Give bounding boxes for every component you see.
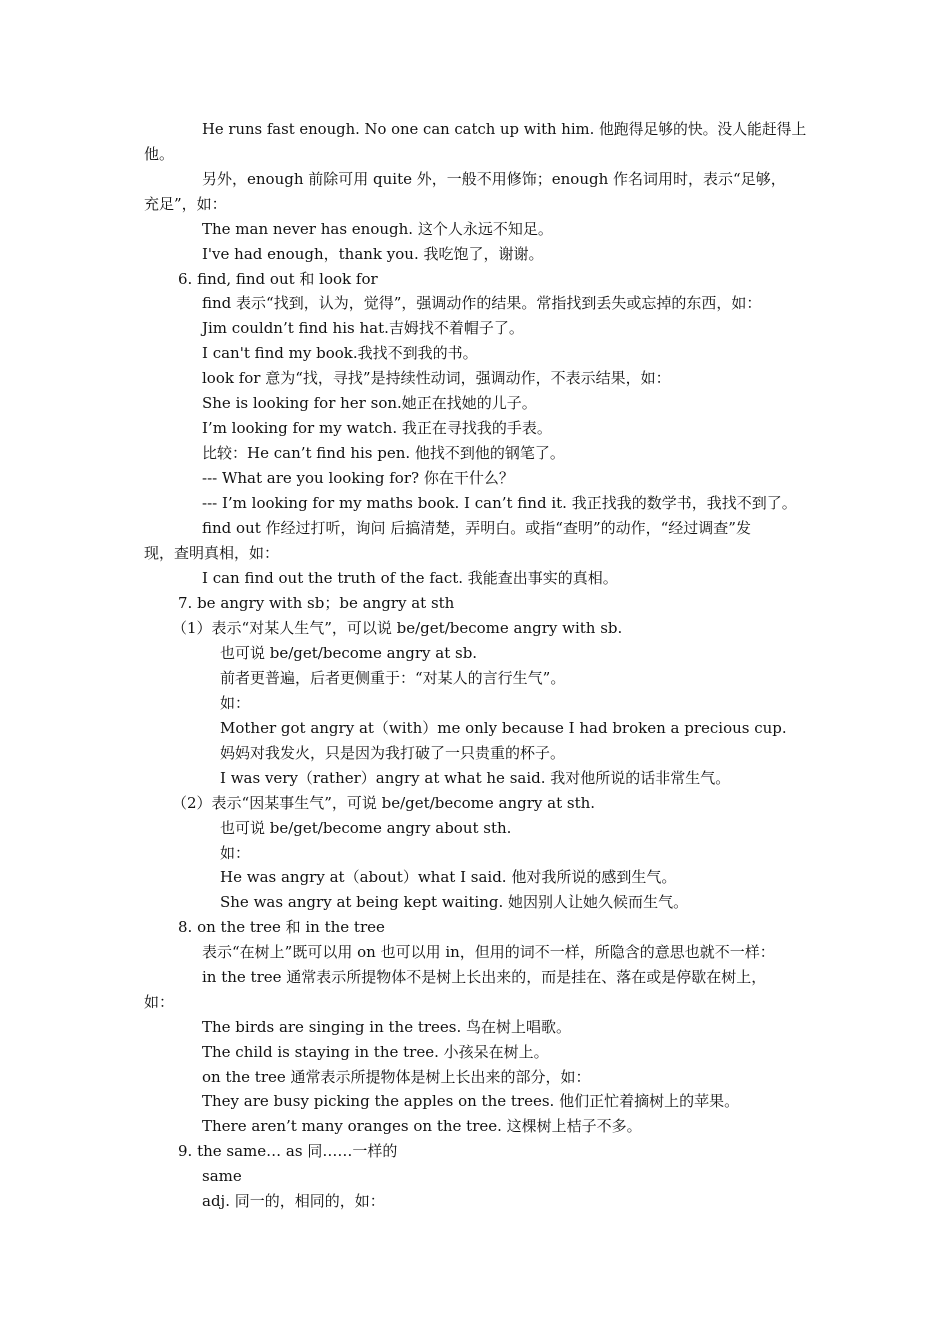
- text-line: The child is staying in the tree. 小孩呆在树上。: [202, 1043, 549, 1061]
- text-line: 9. the same… as 同……一样的: [178, 1142, 398, 1160]
- text-line: 如：: [220, 844, 251, 862]
- text-line: There aren’t many oranges on the tree. 这棵树上桔子不多。: [202, 1117, 642, 1135]
- text-line: Mother got angry at（with）me only because I had broken a precious cup.: [220, 719, 787, 737]
- text-line: 前者更普遍，后者更侧重于：“对某人的言行生气”。: [220, 669, 566, 687]
- text-line: I was very（rather）angry at what he said. 我对他所说的话非常生气。: [220, 769, 731, 787]
- text-line: adj. 同一的，相同的，如：: [202, 1192, 385, 1210]
- text-line: She is looking for her son.她正在找她的儿子。: [202, 394, 537, 412]
- text-line: She was angry at being kept waiting. 她因别人让她久候而生气。: [220, 893, 689, 911]
- text-line: find out 作经过打听，询问 后搞清楚，弄明白。或指“查明”的动作，“经过调查”发: [202, 519, 751, 537]
- text-line: 如：: [144, 993, 175, 1011]
- text-line: They are busy picking the apples on the trees. 他们正忙着摘树上的苹果。: [202, 1092, 740, 1110]
- text-line: The birds are singing in the trees. 鸟在树上唱歌。: [202, 1018, 572, 1036]
- text-line: 现，查明真相，如：: [144, 544, 280, 562]
- text-line: I can find out the truth of the fact. 我能查出事实的真相。: [202, 569, 618, 587]
- text-line: 他。: [144, 145, 175, 163]
- text-line: 妈妈对我发火，只是因为我打破了一只贵重的杯子。: [220, 744, 566, 762]
- text-line: 也可说 be/get/become angry about sth.: [220, 819, 512, 837]
- text-line: on the tree 通常表示所提物体是树上长出来的部分，如：: [202, 1068, 591, 1086]
- text-line: Jim couldn’t find his hat.吉姆找不着帽子了。: [202, 319, 524, 337]
- text-line: He was angry at（about）what I said. 他对我所说的感到生气。: [220, 868, 677, 886]
- text-line: 比较：He can’t find his pen. 他找不到他的钢笔了。: [202, 444, 565, 462]
- text-line: 另外，enough 前除可用 quite 外，一般不用修饰；enough 作名词用时，表示“足够，: [202, 170, 786, 188]
- text-line: 8. on the tree 和 in the tree: [178, 918, 385, 936]
- text-line: 也可说 be/get/become angry at sb.: [220, 644, 478, 662]
- text-line: I've had enough，thank you. 我吃饱了，谢谢。: [202, 245, 544, 263]
- text-line: 7. be angry with sb；be angry at sth: [178, 594, 455, 612]
- text-line: （2）表示“因某事生气”，可说 be/get/become angry at sth.: [172, 794, 596, 812]
- text-line: 6. find, find out 和 look for: [178, 270, 378, 288]
- text-line: 表示“在树上”既可以用 on 也可以用 in，但用的词不一样，所隐含的意思也就不一样：: [202, 943, 775, 961]
- text-line: same: [202, 1167, 242, 1185]
- text-line: --- What are you looking for? 你在干什么？: [202, 469, 514, 487]
- text-line: find 表示“找到，认为，觉得”，强调动作的结果。常指找到丢失或忘掉的东西，如：: [202, 294, 762, 312]
- text-line: （1）表示“对某人生气”，可以说 be/get/become angry with sb.: [172, 619, 623, 637]
- text-line: look for 意为“找，寻找”是持续性动词，强调动作，不表示结果，如：: [202, 369, 671, 387]
- text-line: The man never has enough. 这个人永远不知足。: [202, 220, 553, 238]
- text-line: in the tree 通常表示所提物体不是树上长出来的，而是挂在、落在或是停歇在树上，: [202, 968, 767, 986]
- text-line: --- I’m looking for my maths book. I can’t find it. 我正找我的数学书，我找不到了。: [202, 494, 797, 512]
- text-line: I can't find my book.我找不到我的书。: [202, 344, 478, 362]
- text-line: He runs fast enough. No one can catch up with him. 他跑得足够的快。没人能赶得上: [202, 120, 807, 138]
- text-line: I’m looking for my watch. 我正在寻找我的手表。: [202, 419, 552, 437]
- text-line: 充足”，如：: [144, 195, 227, 213]
- text-line: 如：: [220, 694, 251, 712]
